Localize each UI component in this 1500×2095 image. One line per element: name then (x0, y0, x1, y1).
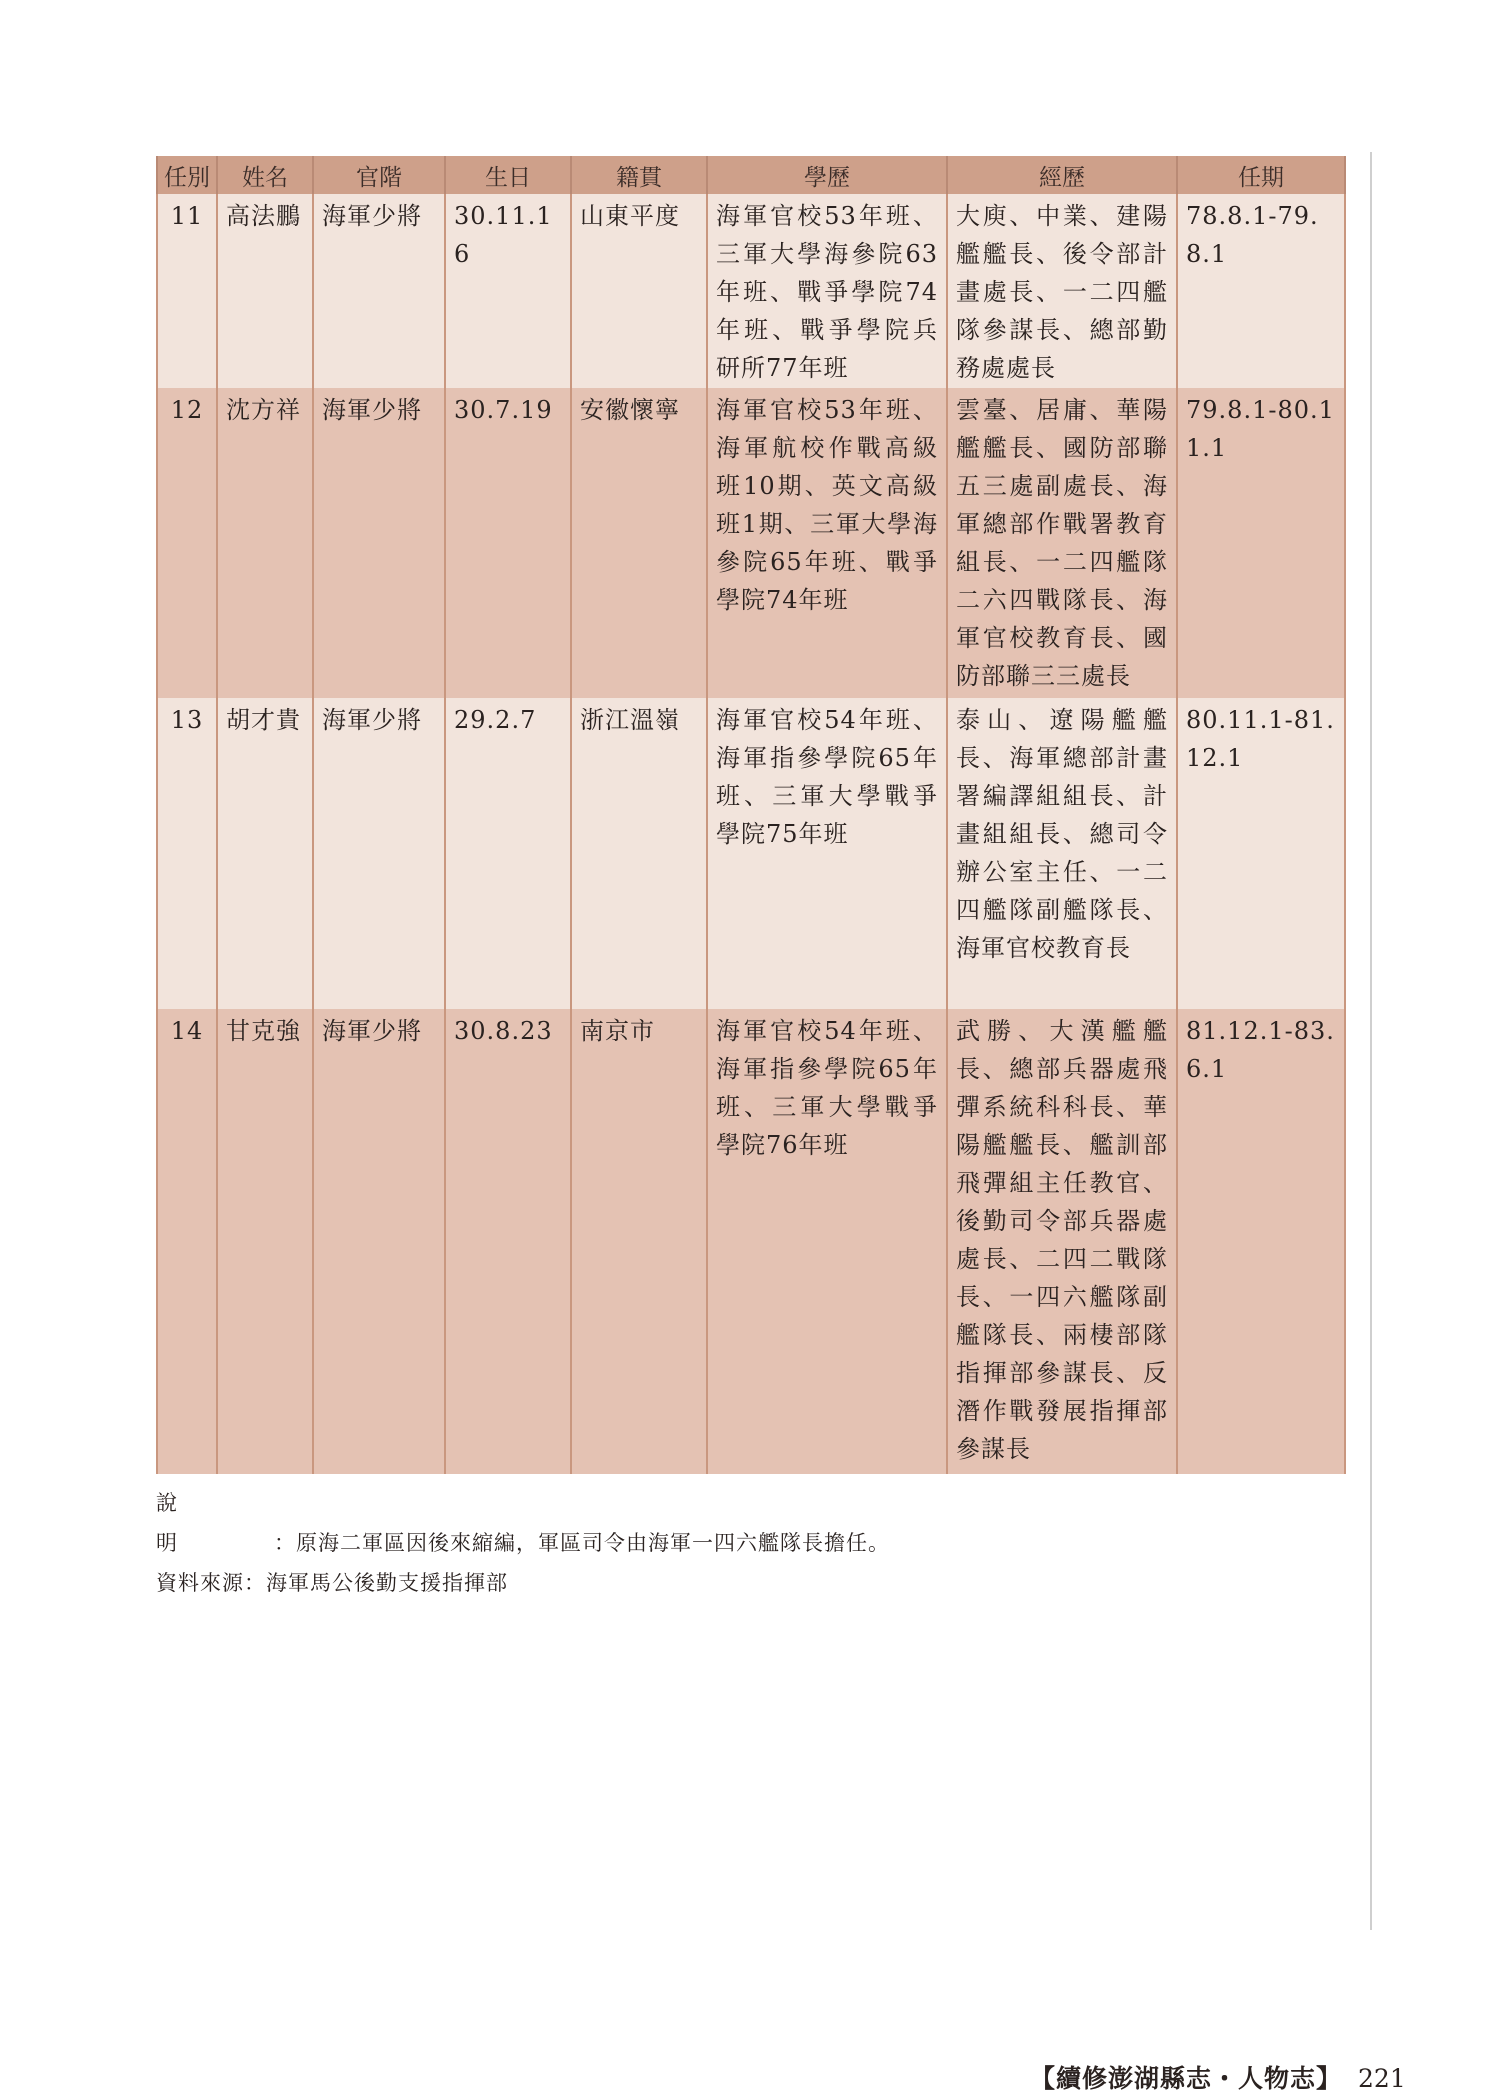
cell-term: 81.12.1-83.6.1 (1177, 1009, 1345, 1474)
cell-career: 雲臺、居庸、華陽艦艦長、國防部聯五三處副處長、海軍總部作戰署教育組長、一二四艦隊二六四戰隊長、海軍官校教育長、國防部聯三三處長 (947, 388, 1177, 698)
cell-career: 泰山、遼陽艦艦長、海軍總部計畫署編譯組組長、計畫組組長、總司令辦公室主任、一二四艦隊副艦隊長、海軍官校教育長 (947, 698, 1177, 1009)
header-cell: 生日 (445, 156, 571, 194)
cell-name: 胡才貴 (217, 698, 313, 1009)
cell-term: 78.8.1-79.8.1 (1177, 194, 1345, 388)
cell-career: 武勝、大漢艦艦長、總部兵器處飛彈系統科科長、華陽艦艦長、艦訓部飛彈組主任教官、後勤司令部兵器處處長、二四二戰隊長、一四六艦隊副艦隊長、兩棲部隊指揮部參謀長、反潛作戰發展指揮部參謀長 (947, 1009, 1177, 1474)
cell-education: 海軍官校53年班、海軍航校作戰高級班10期、英文高級班1期、三軍大學海參院65年班、戰爭學院74年班 (707, 388, 947, 698)
commander-table (156, 156, 1346, 1474)
remark-line (156, 1483, 890, 1563)
cell-education: 海軍官校54年班、海軍指參學院65年班、三軍大學戰爭學院76年班 (707, 1009, 947, 1474)
cell-rank: 海軍少將 (313, 194, 445, 388)
cell-education: 海軍官校53年班、三軍大學海參院63年班、戰爭學院74年班、戰爭學院兵研所77年班 (707, 194, 947, 388)
header-cell: 任期 (1177, 156, 1345, 194)
header-cell: 官階 (313, 156, 445, 194)
cell-index: 12 (157, 388, 217, 698)
remark-label: 說明 (156, 1491, 229, 1555)
cell-origin: 南京市 (571, 1009, 707, 1474)
page-number: 221 (1358, 2064, 1406, 2093)
cell-rank: 海軍少將 (313, 388, 445, 698)
header-cell: 姓名 (217, 156, 313, 194)
source-text: 海軍馬公後勤支援指揮部 (266, 1571, 508, 1595)
cell-name: 高法鵬 (217, 194, 313, 388)
cell-term: 80.11.1-81.12.1 (1177, 698, 1345, 1009)
cell-career: 大庾、中業、建陽艦艦長、後令部計畫處長、一二四艦隊參謀長、總部勤務處處長 (947, 194, 1177, 388)
book-title: 【續修澎湖縣志・人物志】 (1030, 2064, 1343, 2093)
cell-education: 海軍官校54年班、海軍指參學院65年班、三軍大學戰爭學院75年班 (707, 698, 947, 1009)
table-row (157, 194, 1345, 388)
source-label: 資料來源 (156, 1571, 244, 1595)
header-cell: 任別 (157, 156, 217, 194)
remark-text: 原海二軍區因後來縮編，軍區司令由海軍一四六艦隊長擔任。 (296, 1531, 890, 1555)
source-separator: ： (244, 1571, 266, 1595)
cell-birth: 30.11.16 (445, 194, 571, 388)
table-row (157, 388, 1345, 698)
cell-index: 14 (157, 1009, 217, 1474)
header-cell: 學歷 (707, 156, 947, 194)
page-footer (1030, 2059, 1406, 2095)
cell-index: 13 (157, 698, 217, 1009)
cell-name: 甘克強 (217, 1009, 313, 1474)
cell-rank: 海軍少將 (313, 1009, 445, 1474)
cell-index: 11 (157, 194, 217, 388)
page-edge-rule (1370, 152, 1372, 1930)
cell-origin: 山東平度 (571, 194, 707, 388)
header-cell: 籍貫 (571, 156, 707, 194)
remark-separator: ： (274, 1531, 296, 1555)
cell-birth: 30.8.23 (445, 1009, 571, 1474)
cell-rank: 海軍少將 (313, 698, 445, 1009)
cell-birth: 30.7.19 (445, 388, 571, 698)
header-cell: 經歷 (947, 156, 1177, 194)
cell-origin: 安徽懷寧 (571, 388, 707, 698)
table-row (157, 698, 1345, 1009)
source-line (156, 1563, 890, 1603)
table-header-row (157, 156, 1345, 194)
table-notes (156, 1483, 890, 1603)
table-row (157, 1009, 1345, 1474)
cell-birth: 29.2.7 (445, 698, 571, 1009)
cell-term: 79.8.1-80.11.1 (1177, 388, 1345, 698)
cell-name: 沈方祥 (217, 388, 313, 698)
cell-origin: 浙江溫嶺 (571, 698, 707, 1009)
